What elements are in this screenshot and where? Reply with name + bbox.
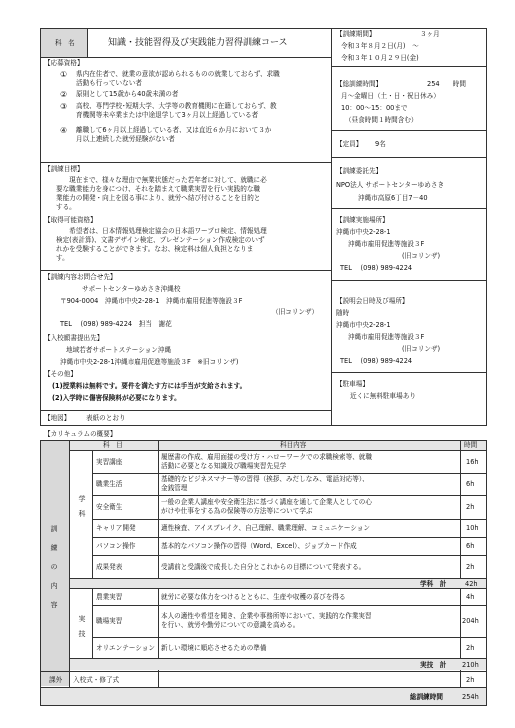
qualification-line-3: れかを受験することができます。なお、検定料は個人負担となりま [56, 245, 254, 253]
subject-content: 就労に必要な体力をつけるとともに、生産や収穫の喜びを得る [161, 592, 346, 601]
briefing-tel: TEL (098) 989-4224 [340, 357, 413, 365]
hours-heading: 【総訓練時間】 [336, 80, 383, 88]
kagai-name: 入校式・修了式 [73, 676, 120, 684]
contact-org: サポートセンターゆめさき沖縄校 [82, 285, 181, 293]
curriculum-header-row [70, 441, 486, 450]
subject-hours: 2h [466, 503, 475, 511]
briefing-when: 随時 [336, 309, 350, 317]
subject-hours: 6h [466, 542, 475, 550]
other-heading: 【その他】 [44, 370, 77, 378]
parking-heading: 【駐車場】 [336, 380, 369, 388]
subject-content: を行い、就労や勤労についての意識を高める。 [161, 621, 300, 629]
row-divider [92, 637, 487, 638]
subject-content: 履歴書の作成、雇用面接の受け方・ハローワークでの求職検索等、就職 [161, 452, 372, 461]
goal-line-2: 要な職業能力を身につけ、それを踏まえて職業実習を行い実践的な職 [56, 185, 261, 193]
map-value: 表紙のとおり [86, 414, 126, 422]
grand-total: 254h [462, 693, 479, 701]
subject-content: がけや仕事をする為の保険等の方法等について学ぶ [161, 507, 313, 515]
hours-time: 10：00～15：00まで [341, 104, 408, 112]
course-title: 知識・技能習得及び実践能力習得訓練コース [108, 38, 288, 48]
trainer-heading: 【訓練委託先】 [336, 167, 383, 175]
period-duration: ３ヶ月 [420, 30, 440, 38]
curriculum-heading: 【カリキュラムの概要】 [44, 430, 117, 438]
subject-content: 活動に必要となる知識及び職場実習先見学 [161, 461, 287, 470]
jitsugi-total-label: 実技 計 [420, 661, 447, 669]
subject-content: 受講前と受講後で成長した自分とこれからの目標について発表する。 [161, 562, 366, 571]
contact-address-note: （旧コリンザ） [272, 308, 319, 316]
subject-hours: 204h [462, 617, 479, 625]
group-gakka: 学 科 [78, 495, 86, 518]
trainer-address: 沖縄市高原6丁目7－40 [358, 194, 428, 202]
subject-hours: 2h [466, 562, 475, 571]
course-label: 科 名 [55, 39, 75, 47]
subject-hours: 6h [466, 480, 475, 488]
jitsugi-total: 210h [462, 661, 479, 669]
eligibility-num-1: ① [60, 70, 68, 79]
subject-name: 成果発表 [96, 562, 123, 571]
contact-tel: TEL (098) 989-4224 担当 謝花 [60, 320, 172, 328]
eligibility-item-1a: 県内在住者で、就業の意欲が認められるものの就業しておらず、求職 [76, 70, 280, 78]
col-subject: 科 目 [103, 441, 123, 449]
col-hours: 時間 [464, 441, 478, 449]
subject-content: 基礎的なビジネスマナー等の習得（挨拶、みだしなみ、電話対応等）、 [161, 475, 369, 483]
group-jitsugi: 実 技 [78, 615, 86, 638]
group-kagai: 課外 [49, 676, 63, 684]
trainer-org: NPO法人 サポートセンターゆめさき [336, 181, 445, 189]
subject-name: 農業実習 [96, 592, 123, 601]
eligibility-item-3b: 育機関等未卒業または中途退学して3ヶ月以上経過している者 [76, 111, 259, 119]
curriculum-vertical-label: 訓 練 の 内 容 [50, 525, 58, 609]
eligibility-num-3: ③ [60, 102, 68, 111]
briefing-facility: 沖縄市雇用促進等施設３F [348, 333, 425, 341]
eligibility-item-4a: 離職して6ヶ月以上経過している者、又は直近６か月において３か [76, 126, 272, 134]
subject-name: キャリア開発 [96, 524, 136, 532]
eligibility-item-3a: 高校、専門学校･短期大学、大学等の教育機関に在籍しておらず、教 [76, 102, 277, 110]
application-heading: 【入校願書提出先】 [44, 334, 104, 342]
subject-hours: 16h [466, 457, 479, 466]
eligibility-item-4b: 月以上連続した就労経験がない者 [76, 135, 175, 143]
subject-name: 安全衛生 [96, 503, 123, 511]
venue-address: 沖縄市中央2-28-1 [336, 228, 391, 236]
capacity-value: 9名 [375, 140, 386, 148]
subject-name: 職業生活 [96, 480, 123, 488]
subject-content: 基本的なパソコン操作の習得（Word、Excel）、ジョブカード作成 [161, 542, 357, 550]
subject-hours: 4h [466, 592, 475, 601]
period-heading: 【訓練期間】 [336, 30, 376, 38]
subject-name: パソコン操作 [96, 542, 136, 550]
gakka-total-label: 学科 計 [420, 580, 447, 588]
briefing-address: 沖縄市中央2-28-1 [336, 321, 391, 329]
subject-hours: 2h [466, 643, 475, 652]
subject-name: 実習講座 [96, 457, 123, 466]
subject-hours: 10h [466, 524, 479, 532]
application-org: 地域若者サポートステーション沖縄 [66, 346, 172, 354]
eligibility-item-1b: 活動も行っていない者 [76, 79, 142, 87]
capacity-heading: 【定員】 [336, 140, 363, 148]
subject-content: 一般の企業人講座や安全衛生法に基づく講座を通して企業人としての心 [161, 498, 372, 506]
goal-line-1: 現在まで、様々な理由で無業状態だった若年者に対して、就職に必 [56, 176, 267, 184]
goal-line-3: 業能力の開発・向上を図る事により、就労へ結び付けることを目的と [56, 194, 261, 202]
eligibility-num-4: ④ [60, 126, 68, 135]
eligibility-num-2: ② [60, 90, 68, 99]
period-end: 令和３年１０月２９日(金) [341, 54, 419, 62]
kagai-hours: 2h [466, 676, 475, 684]
subject-name: オリエンテーション [96, 643, 155, 652]
goal-heading: 【訓練目標】 [44, 165, 84, 173]
qualification-line-4: す。 [56, 254, 69, 262]
other-item-2: (2)入学時に傷害保険料が必要になります。 [52, 394, 181, 402]
row-divider [92, 519, 487, 520]
venue-note: (旧コリンザ) [402, 252, 441, 260]
subject-name: 職場実習 [96, 617, 123, 625]
eligibility-item-2a: 原則として15歳から40歳未満の者 [76, 90, 179, 98]
row-divider [92, 537, 487, 538]
subject-content: 適性検査、アイスブレイク、自己理解、職業理解、コミュニケーション [161, 524, 370, 532]
row-divider [92, 605, 487, 606]
map-heading: 【地図】 [44, 414, 71, 422]
eligibility-heading: 【応募資格】 [44, 59, 84, 67]
hours-total: 254 時間 [427, 80, 466, 88]
venue-heading: 【訓練実施場所】 [336, 216, 389, 224]
subject-content: 金銭管理 [161, 484, 188, 492]
contact-address: 〒904-0004 沖縄市中央2-28-1 沖縄市雇用促進等施設３F [60, 297, 243, 305]
contact-heading: 【訓練内容お問合せ先】 [44, 273, 117, 281]
briefing-heading: 【説明会日時及び場所】 [336, 297, 409, 305]
goal-line-4: する。 [56, 203, 76, 211]
venue-facility: 沖縄市雇用促進等施設３F [348, 240, 425, 248]
briefing-note: (旧コリンザ) [402, 345, 441, 353]
row-divider [92, 555, 487, 556]
grand-total-label: 総訓練時間 [410, 693, 443, 701]
parking-value: 近くに無料駐車場あり [350, 392, 416, 400]
period-start: 令和３年８月２日(月) ～ [341, 42, 419, 50]
qualification-heading: 【取得可能資格】 [44, 216, 97, 224]
other-item-1: (1)授業料は無料です。要件を満たす方には手当が支給されます。 [52, 382, 247, 390]
col-content: 科目内容 [280, 441, 307, 449]
application-address: 沖縄市中央2-28-1沖縄市雇用促進等施設３F ※旧コリンザ) [60, 358, 239, 366]
row-divider [92, 473, 487, 474]
gakka-total: 42h [465, 580, 478, 588]
venue-tel: TEL (098) 989-4224 [340, 264, 413, 272]
subject-content: 新しい環境に順応させるための準備 [161, 643, 267, 652]
row-divider [92, 495, 487, 496]
subject-content: 本人の適性や希望を聞き、企業や事務所等において、実践的な作業実習 [161, 612, 372, 620]
hours-days: 月～金曜日（土・日・祝日休み） [341, 92, 440, 100]
hours-lunch: （昼食時間１時間含む） [345, 116, 418, 124]
qualification-line-2: 検定(表計算)、文書デザイン検定、プレゼンテーション作成検定のいず [56, 236, 265, 244]
qualification-line-1: 希望者は、日本情報処理検定協会の日本語ワープロ検定、情報処理 [56, 227, 267, 235]
